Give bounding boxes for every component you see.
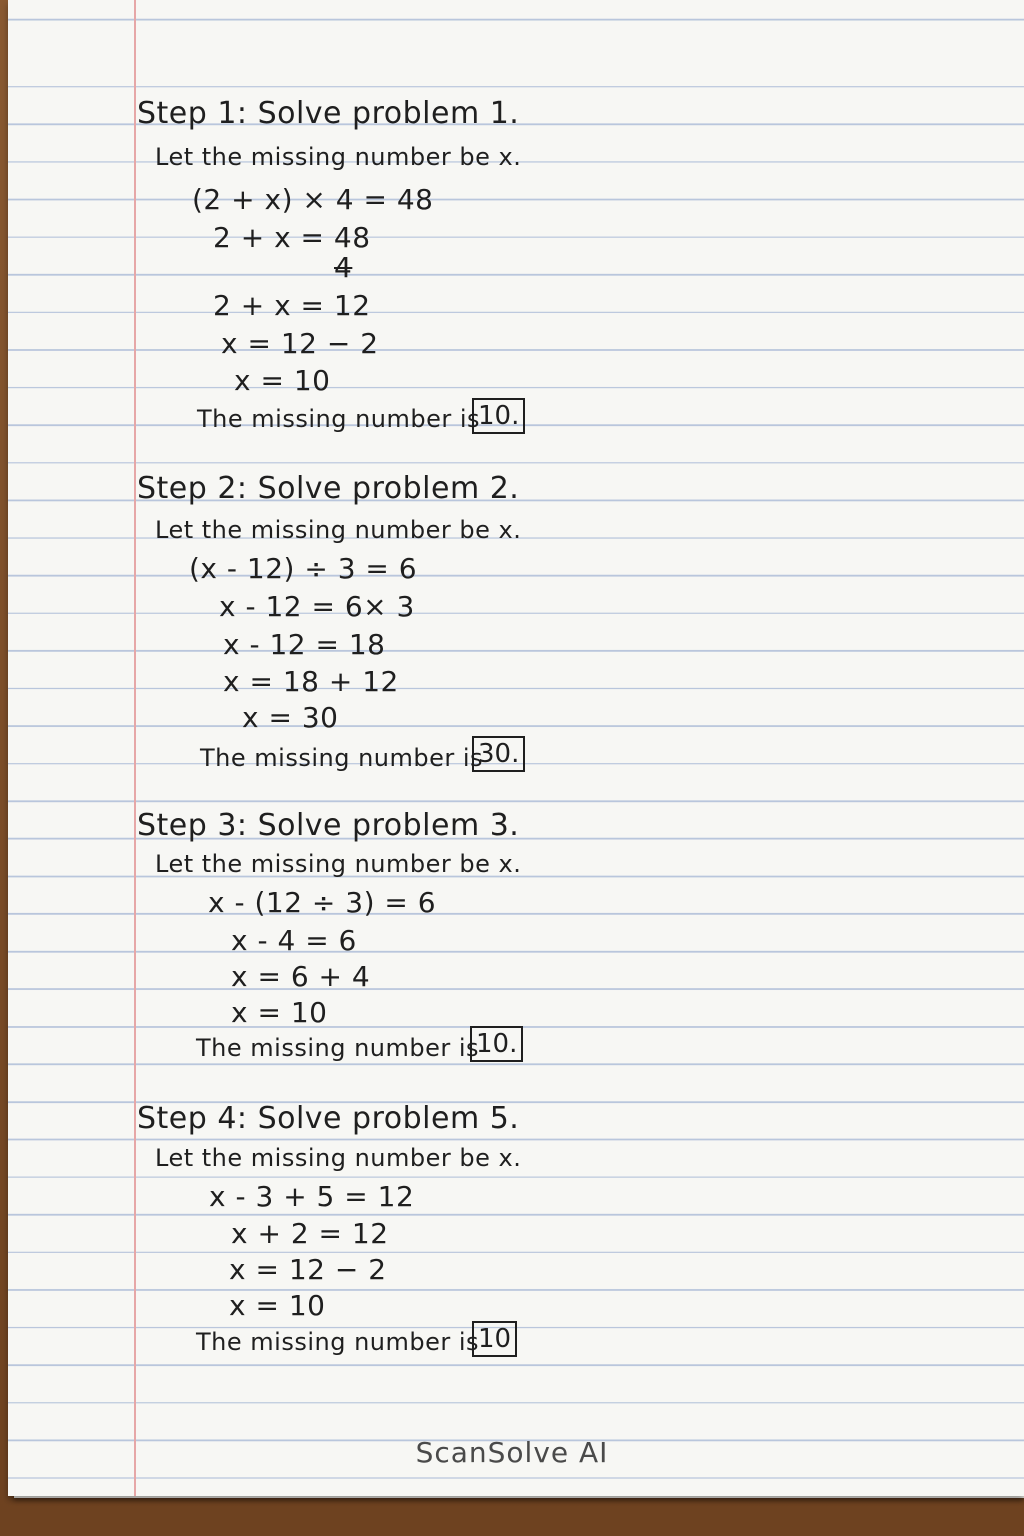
step-1-answer-label: The missing number is <box>197 405 481 433</box>
step-1-intro: Let the missing number be x. <box>155 143 522 171</box>
step-4-line-3: x = 12 − 2 <box>229 1253 387 1286</box>
step-2-answer-box: 30. <box>472 736 525 772</box>
step-1-line-3: 4 <box>334 251 353 284</box>
step-3-line-2: x - 4 = 6 <box>231 924 357 957</box>
step-3-line-4: x = 10 <box>231 996 328 1029</box>
step-2-title: Step 2: Solve problem 2. <box>137 471 520 506</box>
step-4-line-1: x - 3 + 5 = 12 <box>209 1180 415 1213</box>
margin-line <box>134 0 136 1496</box>
step-1-line-1: (2 + x) × 4 = 48 <box>192 183 434 216</box>
step-3-line-3: x = 6 + 4 <box>231 960 371 993</box>
step-2-line-5: x = 30 <box>242 701 339 734</box>
step-4-line-2: x + 2 = 12 <box>231 1217 389 1250</box>
step-1-answer-box: 10. <box>472 398 525 434</box>
step-2-line-4: x = 18 + 12 <box>223 665 399 698</box>
step-2-line-1: (x - 12) ÷ 3 = 6 <box>189 552 418 585</box>
step-1-line-2: 2 + x = 48 <box>213 221 371 254</box>
step-2-line-3: x - 12 = 18 <box>223 628 386 661</box>
step-1-title: Step 1: Solve problem 1. <box>137 96 520 131</box>
step-3-answer-box: 10. <box>470 1026 523 1062</box>
step-1-line-5: x = 12 − 2 <box>221 327 379 360</box>
step-1-line-6: x = 10 <box>234 364 331 397</box>
step-3-intro: Let the missing number be x. <box>155 850 522 878</box>
step-4-answer-box: 10 <box>472 1321 517 1357</box>
step-2-answer-label: The missing number is <box>200 744 484 772</box>
step-4-line-4: x = 10 <box>229 1289 326 1322</box>
step-1-line-4: 2 + x = 12 <box>213 289 371 322</box>
step-3-line-1: x - (12 ÷ 3) = 6 <box>208 886 437 919</box>
brand-watermark: ScanSolve AI <box>415 1436 609 1469</box>
step-4-answer-label: The missing number is <box>196 1328 480 1356</box>
step-3-answer-label: The missing number is <box>196 1034 480 1062</box>
step-4-intro: Let the missing number be x. <box>155 1144 522 1172</box>
step-2-line-2: x - 12 = 6× 3 <box>219 590 415 623</box>
step-3-title: Step 3: Solve problem 3. <box>137 808 520 843</box>
step-2-intro: Let the missing number be x. <box>155 516 522 544</box>
step-4-title: Step 4: Solve problem 5. <box>137 1101 520 1136</box>
